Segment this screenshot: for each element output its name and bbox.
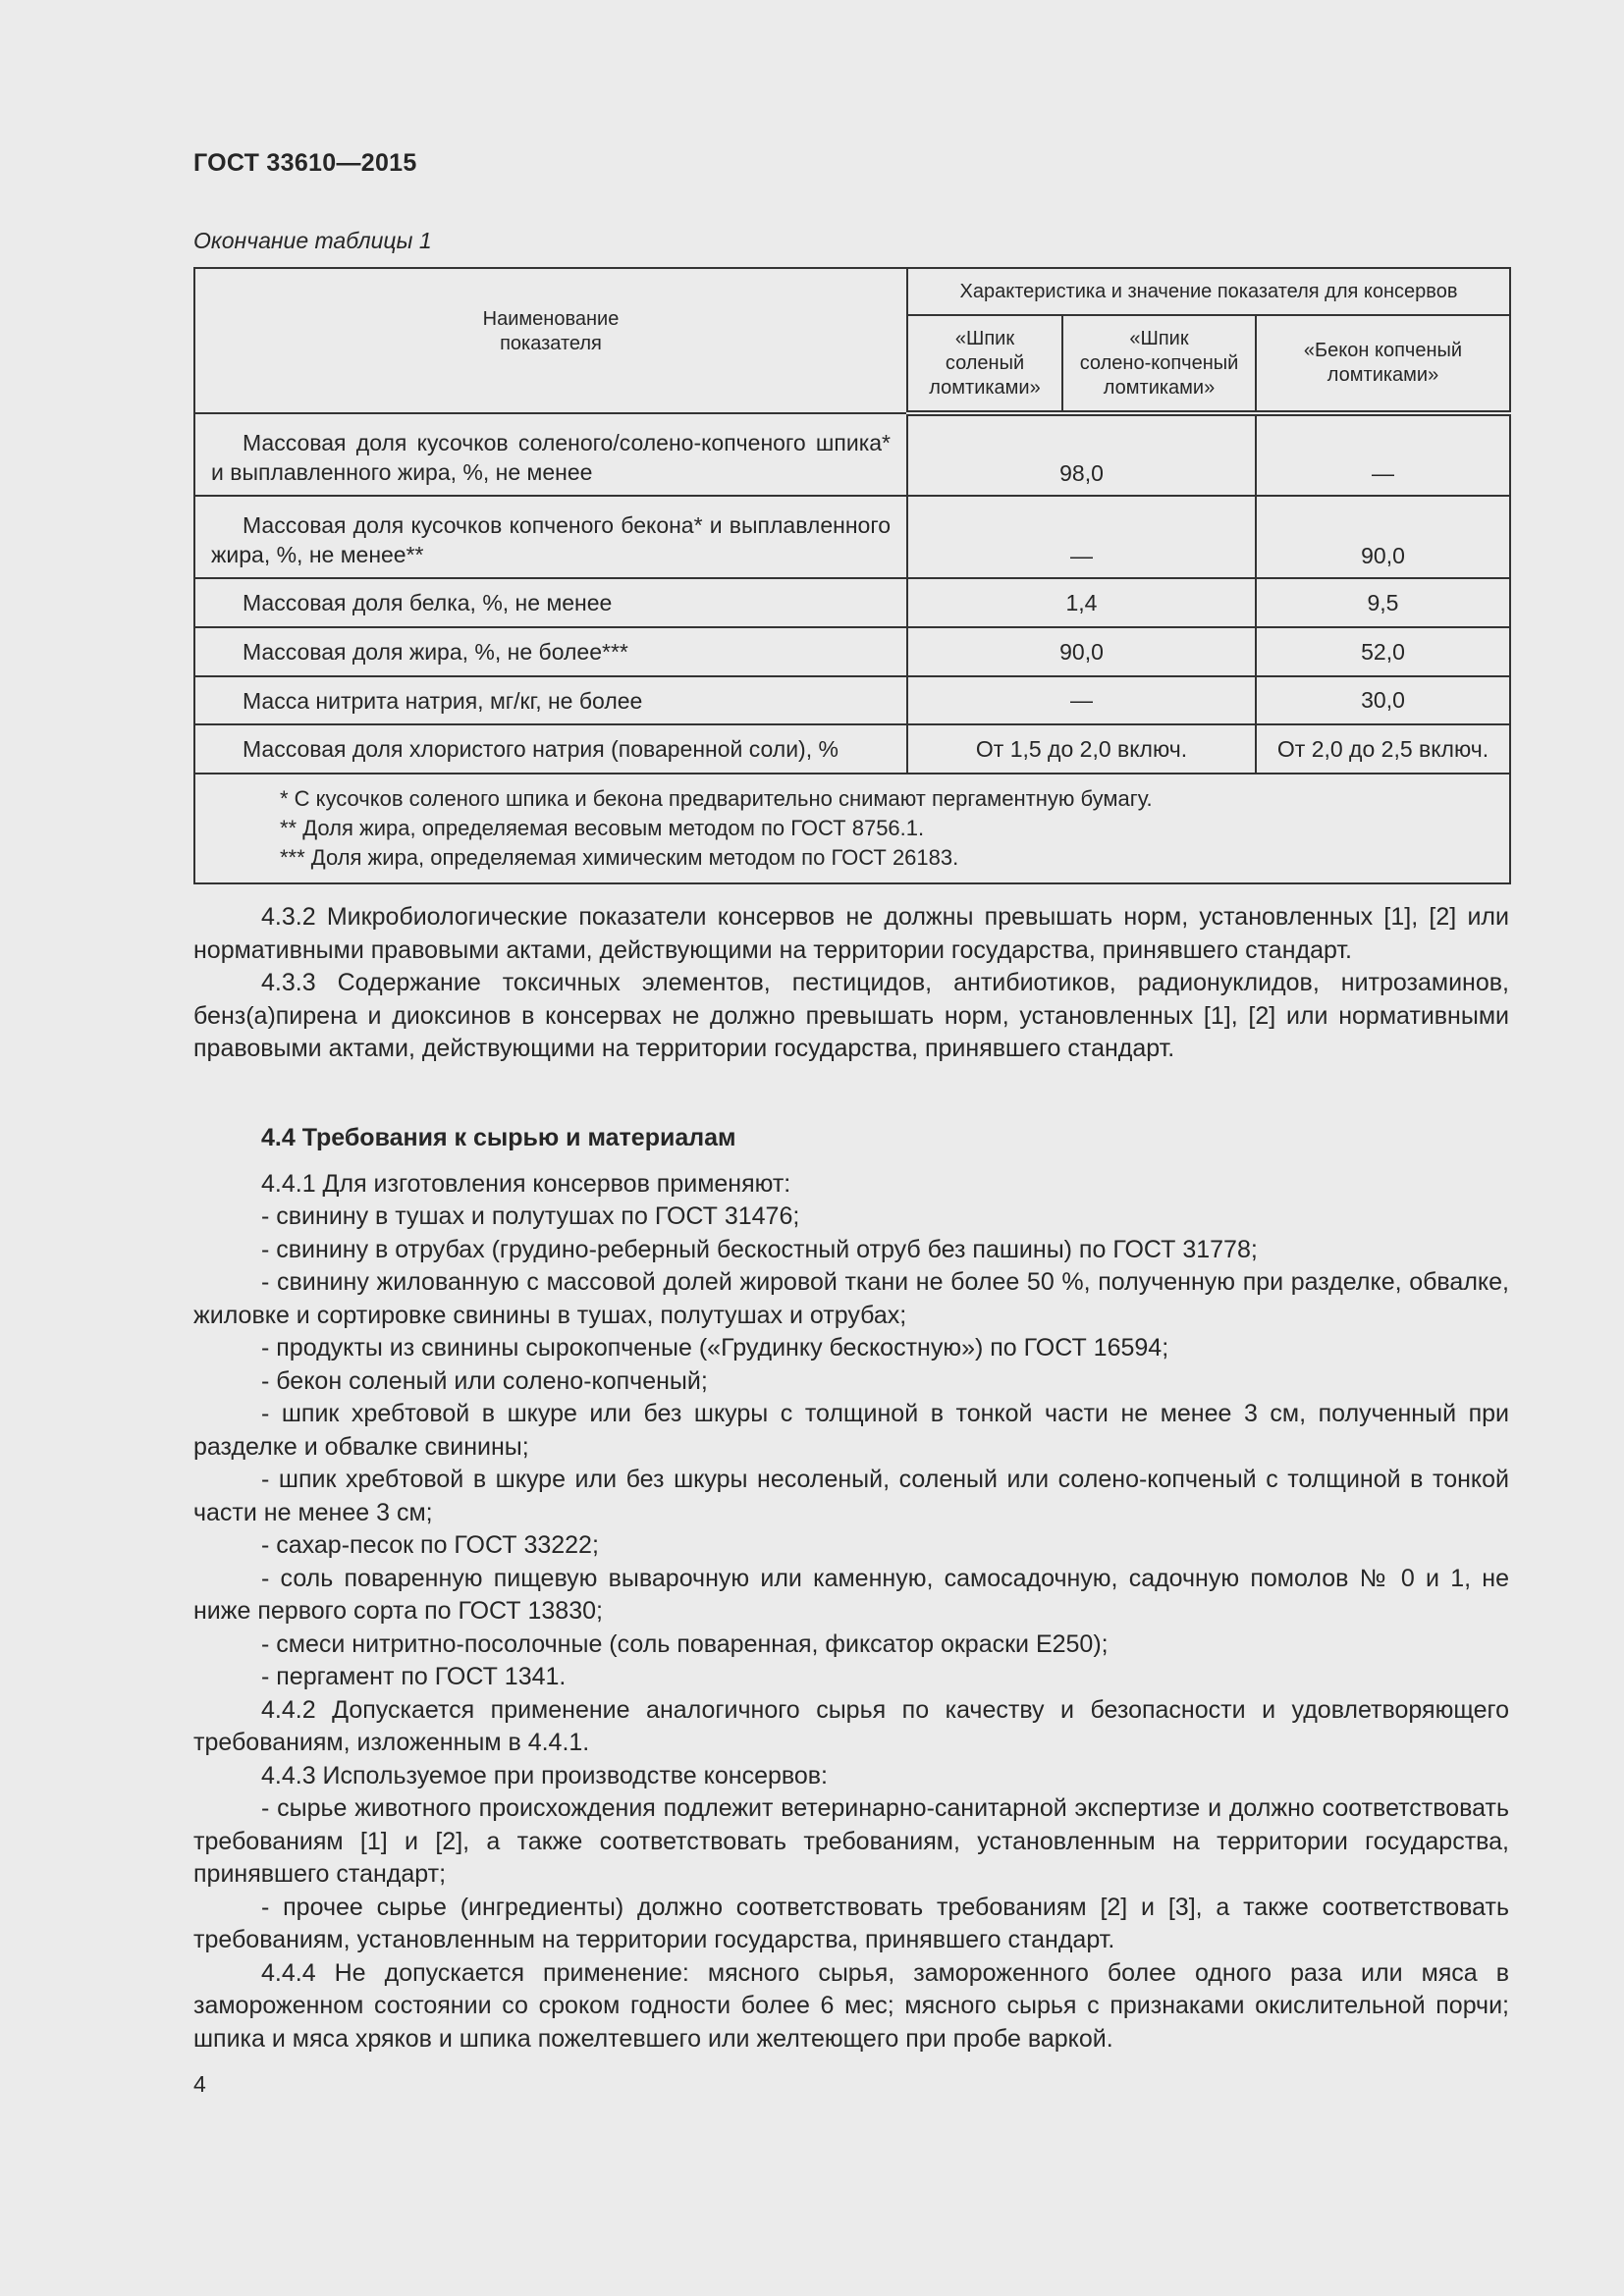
list-item: - свинину в тушах и полутушах по ГОСТ 31476;: [261, 1202, 800, 1230]
paragraph-4-4-2: 4.4.2 Допускается применение аналогичного сырья по качеству и безопасности и удовлетворяющего требованиям, изложенным в 4.4.1.: [193, 1695, 1509, 1756]
list-item: - пергамент по ГОСТ 1341.: [261, 1663, 567, 1690]
list-item: - сахар-песок по ГОСТ 33222;: [261, 1531, 599, 1559]
list-item: - свинину жилованную с массовой долей жировой ткани не более 50 %, полученную при разделке, обвалке, жиловке и сортировке свинины в тушах, полутушах и отрубах;: [193, 1268, 1509, 1329]
section-title-4-4: 4.4 Требования к сырью и материалам: [261, 1124, 736, 1151]
list-item: - шпик хребтовой в шкуре или без шкуры несоленый, соленый или солено-копченый с толщиной в тонкой части не менее 3 см;: [193, 1466, 1509, 1526]
paragraph-4-3-3: 4.3.3 Содержание токсичных элементов, пестицидов, антибиотиков, радионуклидов, нитрозаминов, бенз(а)пирена и диоксинов в консервах не должно превышать норм, установленных [1], [2] или нормативными правовыми актами, действующими на территории государства, принявшего стандарт.: [193, 969, 1509, 1062]
footnote-1: * С кусочков соленого шпика и бекона предварительно снимают пергаментную бумагу.: [280, 786, 1153, 811]
list-item: - шпик хребтовой в шкуре или без шкуры с толщиной в тонкой части не менее 3 см, полученный при разделке и обвалке свинины;: [193, 1400, 1509, 1461]
list-item: - бекон соленый или солено-копченый;: [261, 1366, 708, 1395]
indicators-table: [193, 267, 1511, 884]
paragraph-4-4-1: 4.4.1 Для изготовления консервов применяют:: [261, 1169, 791, 1198]
table-footnotes: [194, 774, 1510, 883]
header-col-salted-smoked-fat: «Шпик солено-копченый ломтиками»: [1062, 315, 1256, 413]
paragraph-4-3-2: 4.3.2 Микробиологические показатели консервов не должны превышать норм, установленных [1], [2] или нормативными правовыми актами, действующими на территории государства, принявшего стандарт.: [193, 903, 1509, 964]
table-row: Масса нитрита натрия, мг/кг, не более — 30,0: [194, 676, 1510, 724]
table-row: Массовая доля хлористого натрия (поваренной соли), % От 1,5 до 2,0 включ. От 2,0 до 2,5 включ.: [194, 724, 1510, 774]
body-text-lower: [193, 1122, 1509, 2056]
list-item: - смеси нитритно-посолочные (соль поваренная, фиксатор окраски Е250);: [261, 1629, 1109, 1658]
footnote-3: *** Доля жира, определяемая химическим методом по ГОСТ 26183.: [280, 845, 959, 870]
header-characteristic: Характеристика и значение показателя для консервов: [907, 268, 1510, 315]
table-row: Массовая доля кусочков соленого/солено-копченого шпика* и выплавленного жира, %, не менее 98,0 —: [194, 413, 1510, 496]
table-caption: Окончание таблицы 1: [193, 228, 432, 253]
paragraph-4-4-3: 4.4.3 Используемое при производстве консервов:: [261, 1761, 829, 1789]
header-col-smoked-bacon: «Бекон копченый ломтиками»: [1256, 315, 1510, 413]
header-col-salted-fat: «Шпик соленый ломтиками»: [907, 315, 1062, 413]
list-item: - прочее сырье (ингредиенты) должно соответствовать требованиям [2] и [3], а также соответствовать требованиям, установленным на территории государства, принявшего стандарт.: [193, 1893, 1509, 1953]
paragraph-4-4-4: 4.4.4 Не допускается применение: мясного сырья, замороженного более одного раза или мяса в замороженном состоянии со сроком годности более 6 мес; мясного сырья с признаками окислительной порчи; шпика и мяса хряков и шпика пожелтевшего или желтеющего при пробе варкой.: [193, 1958, 1509, 2053]
standard-header: ГОСТ 33610—2015: [193, 149, 417, 177]
list-item: - продукты из свинины сырокопченые («Грудинку бескостную») по ГОСТ 16594;: [261, 1334, 1169, 1362]
footnote-2: ** Доля жира, определяемая весовым методом по ГОСТ 8756.1.: [280, 816, 925, 840]
list-item: - свинину в отрубах (грудино-реберный бескостный отруб без пашины) по ГОСТ 31778;: [261, 1235, 1258, 1263]
table-row: Массовая доля белка, %, не менее 1,4 9,5: [194, 578, 1510, 627]
header-indicator-name: Наименование показателя: [194, 268, 907, 413]
list-item: - соль поваренную пищевую выварочную или каменную, самосадочную, садочную помолов № 0 и 1, не ниже первого сорта по ГОСТ 13830;: [193, 1564, 1509, 1625]
list-item: - сырье животного происхождения подлежит ветеринарно-санитарной экспертизе и должно соответствовать требованиям [1] и [2], а также соответствовать требованиям, установленным на территории государства, принявшего стандарт;: [193, 1794, 1509, 1888]
page-number: 4: [193, 2071, 206, 2097]
body-text-upper: [193, 901, 1509, 1066]
table-row: Массовая доля жира, %, не более*** 90,0 52,0: [194, 627, 1510, 676]
table-row: Массовая доля кусочков копченого бекона* и выплавленного жира, %, не менее** — 90,0: [194, 496, 1510, 578]
